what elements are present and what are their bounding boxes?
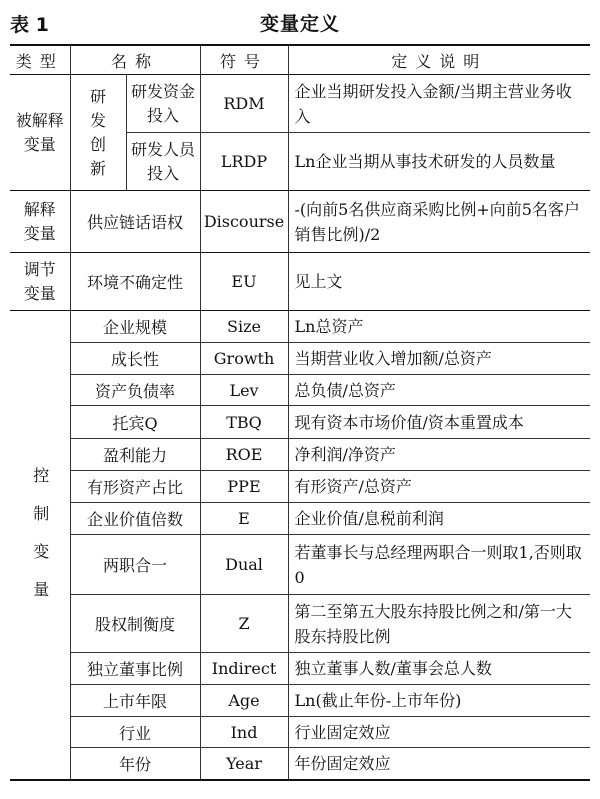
var-definition: 净利润/净资产 xyxy=(288,439,590,471)
var-name: 环境不确定性 xyxy=(70,253,200,311)
var-name xyxy=(126,75,200,133)
var-name: 行业 xyxy=(70,717,200,748)
var-name: 有形资产占比 xyxy=(70,471,200,503)
var-name: 成长性 xyxy=(70,343,200,375)
var-symbol: RDM xyxy=(200,75,288,133)
var-definition: 行业固定效应 xyxy=(288,717,590,748)
variable-definition-table xyxy=(10,44,590,781)
group-label: 研发创新 xyxy=(89,86,106,178)
var-name: 上市年限 xyxy=(70,685,200,717)
group-rd-innovation xyxy=(70,75,126,191)
var-symbol: LRDP xyxy=(200,133,288,191)
table-row xyxy=(10,375,590,406)
var-symbol: Ind xyxy=(200,717,288,748)
table-row xyxy=(10,471,590,503)
table-row xyxy=(10,717,590,748)
var-symbol: Indirect xyxy=(200,653,288,685)
var-symbol: Discourse xyxy=(200,191,288,253)
var-definition: Ln(截止年份-上市年份) xyxy=(288,685,590,717)
table-row xyxy=(10,439,590,471)
var-name-text: 研发人员投入 xyxy=(130,139,195,183)
table-row xyxy=(10,503,590,535)
table-row xyxy=(10,653,590,685)
var-definition: 第二至第五大股东持股比例之和/第一大股东持股比例 xyxy=(288,595,590,653)
var-definition: 当期营业收入增加额/总资产 xyxy=(288,343,590,375)
var-name: 年份 xyxy=(70,748,200,780)
var-name: 供应链话语权 xyxy=(70,191,200,253)
table-caption xyxy=(0,0,600,44)
table-row xyxy=(10,748,590,780)
category-label: 控制变量 xyxy=(30,466,50,619)
var-name: 资产负债率 xyxy=(70,375,200,406)
var-definition: 若董事长与总经理两职合一则取1,否则取0 xyxy=(288,535,590,595)
var-name-text: 研发资金投入 xyxy=(130,81,195,125)
var-definition: 总负债/总资产 xyxy=(288,375,590,406)
category-explained xyxy=(10,75,70,191)
var-symbol: EU xyxy=(200,253,288,311)
table-row xyxy=(10,253,590,311)
var-definition: 企业价值/息税前利润 xyxy=(288,503,590,535)
var-definition: 有形资产/总资产 xyxy=(288,471,590,503)
var-symbol: PPE xyxy=(200,471,288,503)
var-definition: Ln企业当期从事技术研发的人员数量 xyxy=(288,133,590,191)
table-row xyxy=(10,535,590,595)
var-symbol: TBQ xyxy=(200,406,288,439)
category-control xyxy=(10,311,70,780)
category-explanatory xyxy=(10,191,70,253)
var-symbol: ROE xyxy=(200,439,288,471)
var-symbol: Lev xyxy=(200,375,288,406)
var-symbol: Dual xyxy=(200,535,288,595)
var-symbol: E xyxy=(200,503,288,535)
category-label: 调节变量 xyxy=(23,259,56,303)
var-name: 托宾Q xyxy=(70,406,200,439)
table-row xyxy=(10,191,590,253)
category-label: 解释变量 xyxy=(23,199,56,243)
var-symbol: Size xyxy=(200,311,288,343)
var-name: 独立董事比例 xyxy=(70,653,200,685)
var-name: 企业价值倍数 xyxy=(70,503,200,535)
table-row xyxy=(10,406,590,439)
header-symbol: 符号 xyxy=(200,45,288,75)
header-row xyxy=(10,45,590,75)
var-name xyxy=(126,133,200,191)
var-definition: 现有资本市场价值/资本重置成本 xyxy=(288,406,590,439)
table-row xyxy=(10,75,590,133)
var-definition: 年份固定效应 xyxy=(288,748,590,780)
var-symbol: Growth xyxy=(200,343,288,375)
category-label: 被解释变量 xyxy=(15,110,64,154)
var-definition: Ln总资产 xyxy=(294,317,364,336)
var-symbol: Age xyxy=(200,685,288,717)
var-symbol: Year xyxy=(200,748,288,780)
var-definition: -(向前5名供应商采购比例+向前5名客户销售比例)/2 xyxy=(288,191,590,253)
var-definition: 见上文 xyxy=(288,253,590,311)
var-symbol: Z xyxy=(200,595,288,653)
table-row xyxy=(10,343,590,375)
var-definition: 企业当期研发投入金额/当期主营业务收入 xyxy=(294,81,572,126)
table-row xyxy=(10,311,590,343)
table-title: 变量定义 xyxy=(259,13,340,35)
var-name: 两职合一 xyxy=(70,535,200,595)
header-definition: 定义说明 xyxy=(288,45,590,75)
var-name: 企业规模 xyxy=(70,311,200,343)
table-row xyxy=(10,595,590,653)
header-type: 类型 xyxy=(10,45,70,75)
header-name: 名称 xyxy=(70,45,200,75)
table-row xyxy=(10,685,590,717)
var-name: 股权制衡度 xyxy=(70,595,200,653)
category-moderator xyxy=(10,253,70,311)
table-label: 表 1 xyxy=(10,14,49,36)
var-name: 盈利能力 xyxy=(70,439,200,471)
var-definition: 独立董事人数/董事会总人数 xyxy=(288,653,590,685)
